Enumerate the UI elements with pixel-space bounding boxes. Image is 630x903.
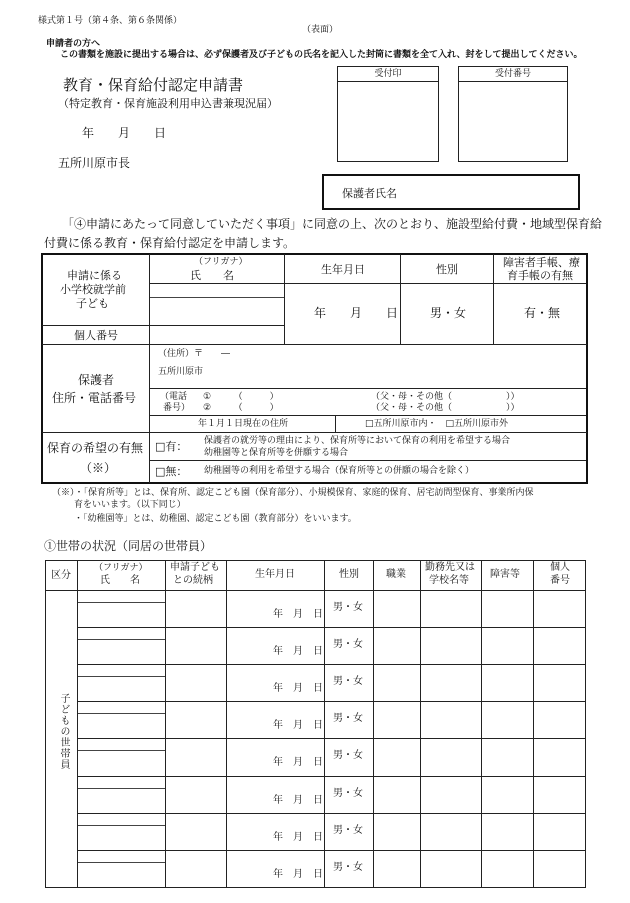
guardian-name-box[interactable] bbox=[322, 174, 580, 210]
notice-title: 申請者の方へ bbox=[46, 39, 101, 49]
furigana-divider bbox=[78, 788, 165, 789]
intro-line-1: 「④申請にあたって同意していただく事項」に同意の上、次のとおり、施設型給付費・地域型保育給 bbox=[62, 217, 603, 231]
col-furigana: （フリガナ） bbox=[94, 563, 148, 573]
table-row-divider bbox=[77, 776, 585, 777]
furigana-divider bbox=[78, 602, 165, 603]
child-name-label: 氏 名 bbox=[190, 269, 234, 282]
col-birth: 生年月日 bbox=[255, 569, 295, 580]
col-relation-2: との続柄 bbox=[173, 575, 213, 586]
intro-line-2: 付費に係る教育・保育給付認定を申請します。 bbox=[44, 236, 296, 250]
col-disability: 障害等 bbox=[490, 569, 520, 580]
hope-no-text: 幼稚園等の利用を希望する場合（保育所等との併願の場合を除く） bbox=[204, 466, 475, 476]
child-label-2: 小学校就学前 bbox=[60, 283, 126, 296]
row-sex[interactable]: 男・女 bbox=[333, 639, 363, 650]
table-row-divider bbox=[77, 627, 585, 628]
furigana-divider bbox=[78, 676, 165, 677]
note-1-line-2: 育をいいます。（以下同じ） bbox=[74, 500, 186, 510]
row-sex[interactable]: 男・女 bbox=[333, 862, 363, 873]
row-sex[interactable]: 男・女 bbox=[333, 602, 363, 613]
phone-label-1: （電話 bbox=[160, 392, 188, 402]
address-prefix[interactable]: （住所）〒 ― bbox=[158, 349, 231, 359]
furigana-divider bbox=[78, 713, 165, 714]
table-row-divider bbox=[77, 701, 585, 702]
application-date[interactable]: 年 月 日 bbox=[82, 126, 167, 140]
notice-text: この書類を施設に提出する場合は、必ず保護者及び子どもの氏名を記入した封筒に書類を全て入れ、封をして提出してください。 bbox=[60, 50, 583, 60]
residence-options[interactable]: □五所川原市内・ □五所川原市外 bbox=[365, 419, 509, 429]
child-label-3: 子ども bbox=[76, 297, 109, 310]
city-name: 五所川原市 bbox=[158, 367, 204, 377]
row-birth-date[interactable]: 年 月 日 bbox=[273, 646, 323, 657]
table-row-divider bbox=[77, 850, 585, 851]
col-category: 区分 bbox=[51, 570, 71, 581]
category-children-household: 子どもの世帯員 bbox=[58, 693, 69, 770]
child-disability-value[interactable]: 有・無 bbox=[524, 306, 561, 320]
residence-as-of: 年１月１日現在の住所 bbox=[198, 419, 289, 429]
col-occupation: 職業 bbox=[386, 569, 406, 580]
disability-label-2: 育手帳の有無 bbox=[507, 269, 573, 282]
row-birth-date[interactable]: 年 月 日 bbox=[273, 795, 323, 806]
addressee: 五所川原市長 bbox=[58, 156, 131, 170]
hope-label-2: （※） bbox=[80, 461, 117, 475]
row-birth-date[interactable]: 年 月 日 bbox=[273, 683, 323, 694]
form-subtitle: （特定教育・保育施設利用申込書兼現況届） bbox=[58, 97, 278, 110]
side-label: （表面） bbox=[302, 25, 339, 35]
furigana-divider bbox=[78, 825, 165, 826]
col-relation-1: 申請子ども bbox=[170, 562, 220, 573]
child-label-1: 申請に係る bbox=[67, 269, 122, 282]
hope-yes-checkbox[interactable]: □有： bbox=[155, 440, 188, 453]
row-sex[interactable]: 男・女 bbox=[333, 750, 363, 761]
form-number: 様式第１号（第４条、第６条関係） bbox=[38, 16, 183, 26]
guardian-label-2: 住所・電話番号 bbox=[52, 391, 137, 405]
furigana-divider bbox=[78, 639, 165, 640]
guardian-label-1: 保護者 bbox=[78, 373, 115, 387]
household-section-title: ①世帯の状況（同居の世帯員） bbox=[44, 539, 213, 553]
row-birth-date[interactable]: 年 月 日 bbox=[273, 869, 323, 880]
relation-1[interactable]: （父・母・その他（ ）） bbox=[371, 392, 520, 402]
table-row-divider bbox=[77, 664, 585, 665]
relation-2[interactable]: （父・母・その他（ ）） bbox=[371, 403, 520, 413]
row-sex[interactable]: 男・女 bbox=[333, 713, 363, 724]
col-workplace-1: 勤務先又は bbox=[425, 562, 475, 573]
row-birth-date[interactable]: 年 月 日 bbox=[273, 832, 323, 843]
table-row-divider bbox=[77, 738, 585, 739]
row-sex[interactable]: 男・女 bbox=[333, 676, 363, 687]
col-name: 氏 名 bbox=[100, 575, 140, 586]
hope-yes-text-1: 保護者の就労等の理由により、保育所等において保育の利用を希望する場合 bbox=[204, 436, 511, 446]
birth-label: 生年月日 bbox=[321, 263, 365, 276]
row-sex[interactable]: 男・女 bbox=[333, 788, 363, 799]
sex-label: 性別 bbox=[436, 263, 458, 276]
note-1-line-1: （※）・「保育所等」とは、保育所、認定こども園（保育部分）、小規模保育、家庭的保育、居宅訪問型保育、事業所内保 bbox=[52, 488, 534, 498]
col-workplace-2: 学校名等 bbox=[429, 575, 469, 586]
row-birth-date[interactable]: 年 月 日 bbox=[273, 720, 323, 731]
received-stamp-box bbox=[337, 66, 439, 162]
phone-label-2: 番号） bbox=[163, 403, 191, 413]
phone-2[interactable]: ② （ ） bbox=[203, 403, 279, 413]
hope-no-checkbox[interactable]: □無： bbox=[155, 465, 188, 478]
phone-1[interactable]: ① （ ） bbox=[203, 392, 279, 402]
child-sex-value[interactable]: 男・女 bbox=[430, 306, 467, 320]
received-stamp-label: 受付印 bbox=[374, 69, 402, 79]
col-id-2: 番号 bbox=[550, 575, 570, 586]
furigana-divider bbox=[78, 862, 165, 863]
row-birth-date[interactable]: 年 月 日 bbox=[273, 609, 323, 620]
hope-label-1: 保育の希望の有無 bbox=[47, 441, 144, 455]
id-number-label: 個人番号 bbox=[74, 329, 118, 342]
row-birth-date[interactable]: 年 月 日 bbox=[273, 757, 323, 768]
row-sex[interactable]: 男・女 bbox=[333, 825, 363, 836]
furigana-label: （フリガナ） bbox=[194, 257, 248, 267]
col-sex: 性別 bbox=[339, 569, 359, 580]
received-number-box bbox=[458, 66, 568, 162]
note-2: ・「幼稚園等」とは、幼稚園、認定こども園（教育部分）をいいます。 bbox=[74, 514, 357, 524]
received-number-label: 受付番号 bbox=[494, 69, 531, 79]
form-title: 教育・保育給付認定申請書 bbox=[63, 76, 244, 94]
table-row-divider bbox=[77, 813, 585, 814]
disability-label-1: 障害者手帳、療 bbox=[503, 256, 580, 269]
hope-yes-text-2: 幼稚園等と保育所等を併願する場合 bbox=[204, 448, 349, 458]
furigana-divider bbox=[78, 750, 165, 751]
col-id-1: 個人 bbox=[550, 562, 570, 573]
child-birth-value[interactable]: 年 月 日 bbox=[314, 306, 399, 320]
guardian-name-label: 保護者氏名 bbox=[342, 187, 397, 200]
